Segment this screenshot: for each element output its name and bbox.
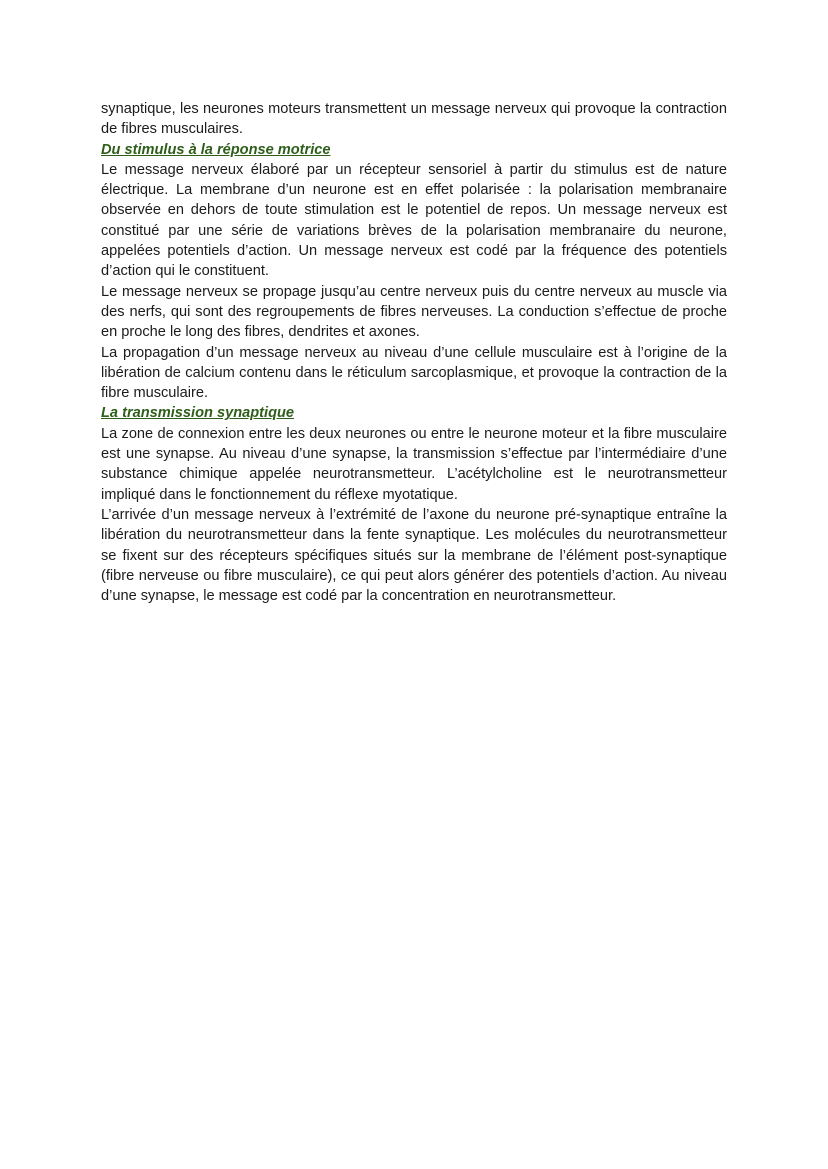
paragraph-nerve-propagation: Le message nerveux se propage jusqu’au centre nerveux puis du centre nerveux au muscle via des nerfs, qui sont des regroupements de fibres nerveuses. La conduction s’effectue de proche en proche le long des fibres, dendrites et axones. <box>101 283 727 341</box>
paragraph-synapse-definition: La zone de connexion entre les deux neurones ou entre le neurone moteur et la fibre musculaire est une synapse. Au niveau d’une synapse, la transmission s’effectue par l’intermédiaire d’une substance chimique appelée neurotransmetteur. L’acétylcholine est le neurotransmetteur impliqué dans le fonctionnement du réflexe myotatique. <box>101 425 727 503</box>
paragraph-neurotransmitter-release: L’arrivée d’un message nerveux à l’extrémité de l’axone du neurone pré-synaptique entraîne la libération du neurotransmetteur dans la fente synaptique. Les molécules du neurotransmetteur se fixent sur des récepteurs spécifiques situés sur la membrane de l’élément post-synaptique (fibre nerveuse ou fibre musculaire), ce qui peut alors générer des potentiels d’action. Au niveau d’une synapse, le message est codé par la concentration en neurotransmetteur. <box>101 506 727 605</box>
section-heading-stimulus: Du stimulus à la réponse motrice <box>101 141 331 158</box>
section-heading-synaptic-transmission: La transmission synaptique <box>101 405 295 422</box>
paragraph-muscle-contraction: La propagation d’un message nerveux au niveau d’une cellule musculaire est à l’origine de la libération de calcium contenu dans le réticulum sarcoplasmique, et provoque la contraction de la fibre musculaire. <box>101 344 727 402</box>
paragraph-nerve-message-nature: Le message nerveux élaboré par un récepteur sensoriel à partir du stimulus est de nature électrique. La membrane d’un neurone est en effet polarisée : la polarisation membranaire observée en dehors de toute stimulation est le potentiel de repos. Un message nerveux est constitué par une série de variations brèves de la polarisation membranaire du neurone, appelées potentiels d’action. Un message nerveux est codé par la fréquence des potentiels d’action qui le constituent. <box>101 161 727 280</box>
paragraph-intro-continuation: synaptique, les neurones moteurs transmettent un message nerveux qui provoque la contraction de fibres musculaires. <box>101 101 727 138</box>
document-page <box>101 99 727 606</box>
